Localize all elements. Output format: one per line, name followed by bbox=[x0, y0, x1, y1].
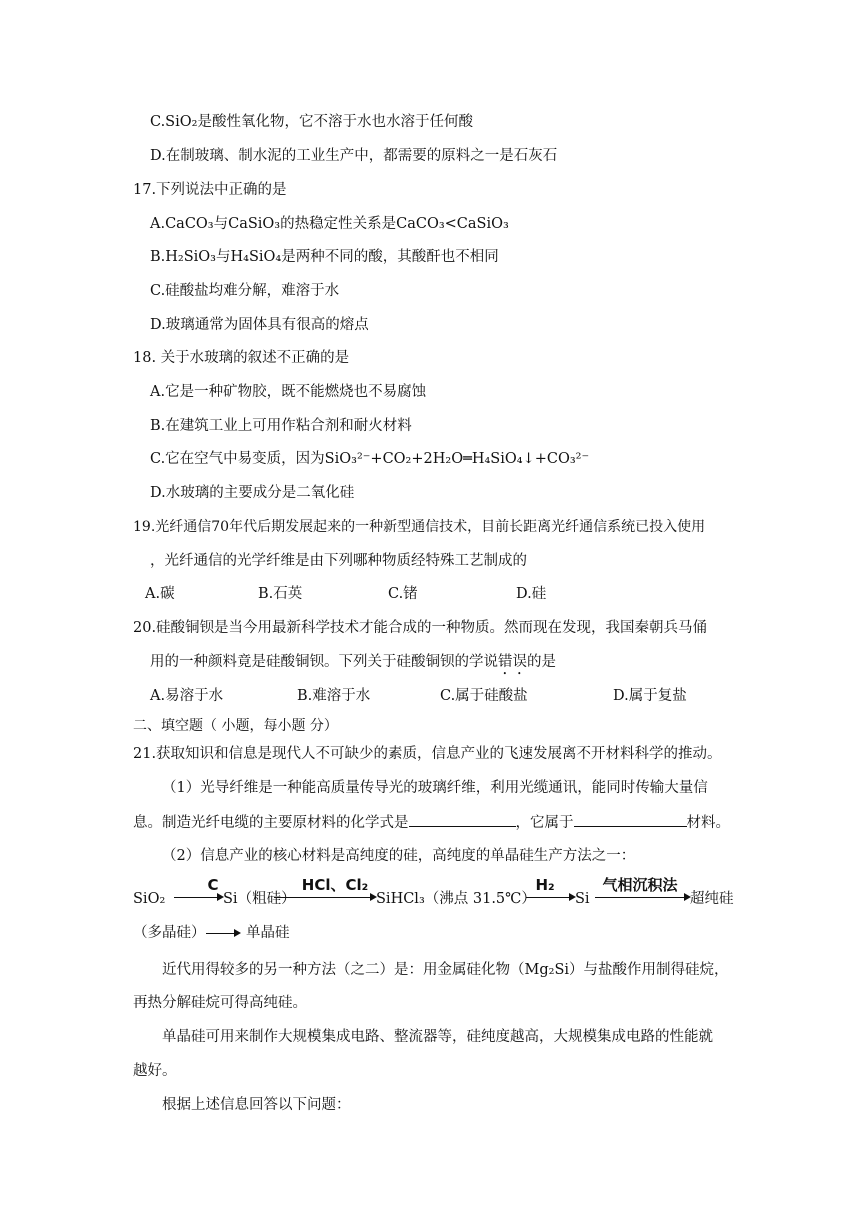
eq-arrow5 bbox=[206, 933, 239, 934]
q19-option-d: D.硅 bbox=[516, 586, 547, 602]
q21-part1-mid: ，它属于 bbox=[515, 815, 574, 831]
answer-blank-material[interactable] bbox=[574, 812, 687, 827]
q19-stem-line1: 19.光纤通信70年代后期发展起来的一种新型通信技术，目前长距离光纤通信系统已投入使用 bbox=[133, 519, 706, 535]
eq-sio2: SiO₂ bbox=[133, 891, 166, 907]
eq-crude-si: Si（粗硅） bbox=[223, 891, 296, 907]
q18-option-c: C.它在空气中易变质，因为SiO₃²⁻+CO₂+2H₂O═H₄SiO₄↓+CO₃²⁻ bbox=[150, 451, 590, 467]
q18-option-a: A.它是一种矿物胶，既不能燃烧也不易腐蚀 bbox=[150, 384, 427, 400]
eq-arrow2-label: HCl、Cl₂ bbox=[301, 876, 369, 894]
eq-arrow2 bbox=[274, 897, 375, 898]
q17-stem: 17.下列说法中正确的是 bbox=[133, 182, 287, 198]
q21-para4-line1: 单晶硅可用来制作大规模集成电路、整流器等，硅纯度越高，大规模集成电路的性能就 bbox=[162, 1029, 713, 1045]
q18-option-d: D.水玻璃的主要成分是二氧化硅 bbox=[150, 485, 355, 501]
section-heading: 二、填空题（ 小题，每小题 分） bbox=[133, 718, 338, 734]
q19-option-a: A.碳 bbox=[145, 586, 175, 602]
q19-option-c: C.锗 bbox=[388, 586, 418, 602]
q21-part2-intro: （2）信息产业的核心材料是高纯度的硅，高纯度的单晶硅生产方法之一： bbox=[162, 848, 636, 864]
q21-stem: 21.获取知识和信息是现代人不可缺少的素质，信息产业的飞速发展离不开材料科学的推动。 bbox=[133, 746, 722, 762]
q17-option-b: B.H₂SiO₃与H₄SiO₄是两种不同的酸，其酸酐也不相同 bbox=[150, 249, 499, 265]
q20-option-b: B.难溶于水 bbox=[297, 688, 371, 704]
q21-part1-line1: （1）光导纤维是一种能高质量传导光的玻璃纤维，利用光缆通讯，能同时传输大量信 bbox=[162, 780, 708, 796]
eq-ultra-pure-si: 超纯硅 bbox=[690, 891, 734, 907]
q20-option-d: D.属于复盐 bbox=[613, 688, 687, 704]
q21-part1-end: 材料。 bbox=[686, 815, 730, 831]
q19-option-b: B.石英 bbox=[258, 586, 303, 602]
eq-arrow4 bbox=[595, 897, 689, 898]
q20-stem-end: 的是 bbox=[527, 654, 556, 670]
eq-sihcl3: SiHCl₃（沸点 31.5℃） bbox=[376, 891, 536, 907]
eq-arrow4-label: 气相沉积法 bbox=[602, 876, 678, 894]
eq-si: Si bbox=[575, 891, 590, 907]
q20-option-c: C.属于硅酸盐 bbox=[440, 688, 528, 704]
q16-option-d: D.在制玻璃、制水泥的工业生产中，都需要的原料之一是石灰石 bbox=[150, 148, 558, 164]
q17-option-c: C.硅酸盐均难分解，难溶于水 bbox=[150, 283, 340, 299]
q20-stem-line1: 20.硅酸铜钡是当今用最新科学技术才能合成的一种物质。然而现在发现，我国秦朝兵马俑 bbox=[133, 620, 708, 636]
eq-arrow3 bbox=[526, 897, 574, 898]
q21-para5: 根据上述信息回答以下问题： bbox=[162, 1097, 351, 1113]
q18-option-b: B.在建筑工业上可用作粘合剂和耐火材料 bbox=[150, 418, 412, 434]
q20-stem-text: 用的一种颜料竟是硅酸铜钡。下列关于硅酸铜钡的学说 bbox=[150, 654, 498, 670]
q19-stem-line2: ，光纤通信的光学纤维是由下列哪种物质经特殊工艺制成的 bbox=[150, 553, 527, 569]
q21-part1-text: 息。制造光纤电缆的主要原材料的化学式是 bbox=[133, 815, 409, 831]
q17-option-d: D.玻璃通常为固体具有很高的熔点 bbox=[150, 317, 369, 333]
answer-blank-formula[interactable] bbox=[409, 812, 516, 827]
eq-arrow1 bbox=[174, 897, 222, 898]
eq-polysilicon: （多晶硅） bbox=[133, 925, 206, 941]
eq-monocrystal-si: 单晶硅 bbox=[246, 925, 290, 941]
q21-para3-line1: 近代用得较多的另一种方法（之二）是：用金属硅化物（Mg₂Si）与盐酸作用制得硅烷， bbox=[162, 962, 729, 978]
eq-arrow3-label: H₂ bbox=[535, 876, 555, 894]
q21-para3-line2: 再热分解硅烷可得高纯硅。 bbox=[133, 995, 307, 1011]
q20-emphasis-word: 错误 bbox=[498, 654, 527, 670]
q18-stem: 18. 关于水玻璃的叙述不正确的是 bbox=[133, 350, 350, 366]
q21-para4-line2: 越好。 bbox=[133, 1063, 177, 1079]
q17-option-a: A.CaCO₃与CaSiO₃的热稳定性关系是CaCO₃<CaSiO₃ bbox=[150, 216, 509, 232]
eq-arrow1-label: C bbox=[207, 876, 219, 894]
q16-option-c: C.SiO₂是酸性氧化物，它不溶于水也水溶于任何酸 bbox=[150, 114, 473, 130]
q20-stem-line2 bbox=[150, 652, 556, 678]
q21-part1-line2 bbox=[133, 812, 730, 833]
q20-option-a: A.易溶于水 bbox=[150, 688, 224, 704]
